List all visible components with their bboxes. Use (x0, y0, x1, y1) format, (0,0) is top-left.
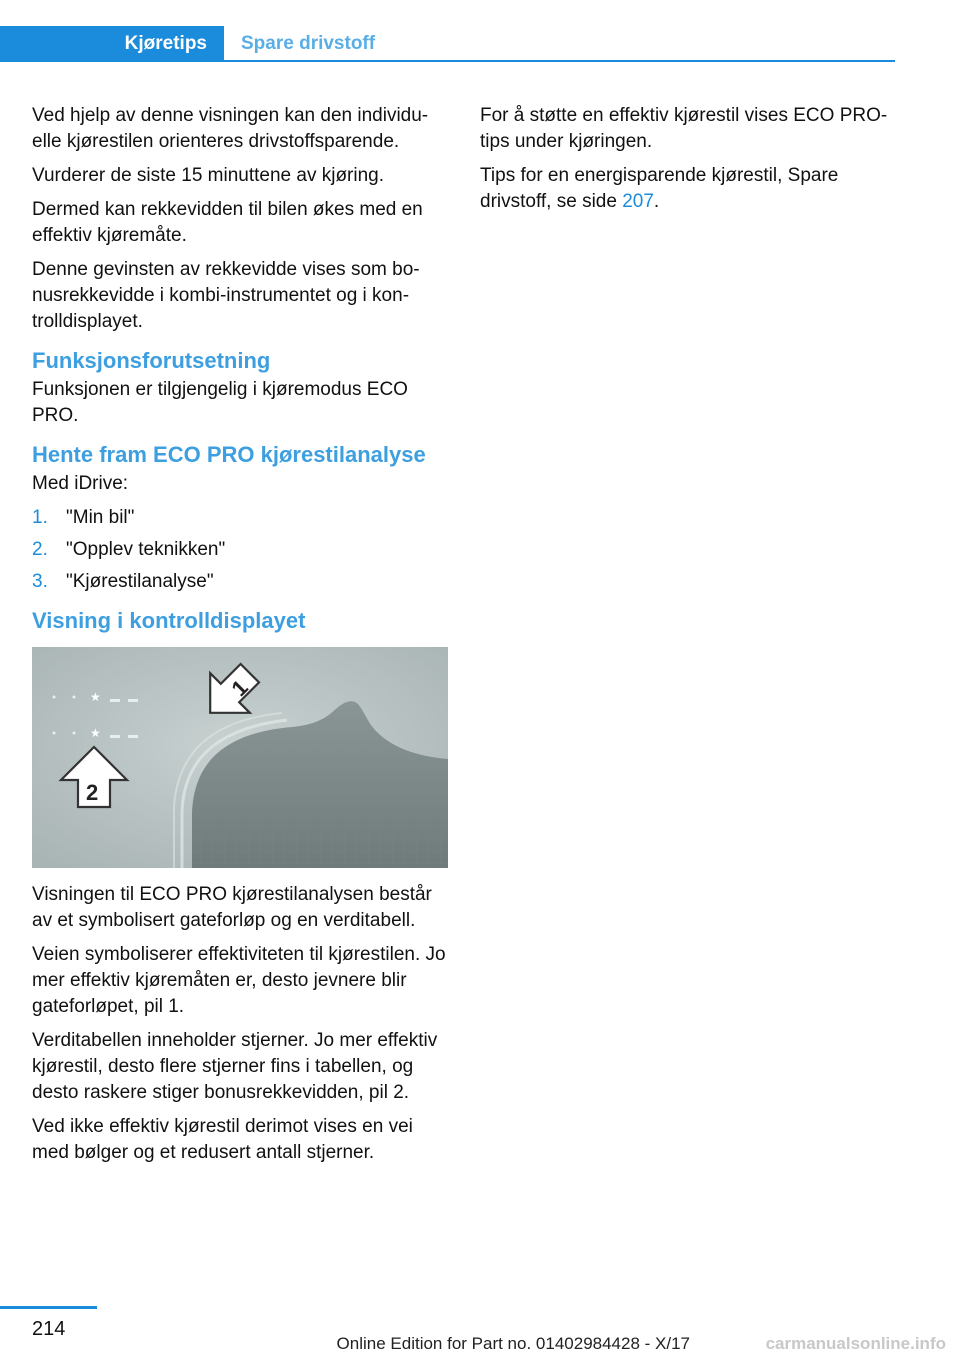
paragraph-funksjon: Funksjonen er tilgjengelig i kjøremodus ECO PRO. (32, 379, 408, 426)
watermark: carmanualsonline.info (765, 1334, 946, 1353)
tab-kjoretips-label: Kjøretips (124, 33, 207, 54)
tab-kjoretips[interactable] (0, 26, 224, 62)
page-number: 214 (32, 1318, 66, 1340)
heading-funksjonsforutsetning: Funksjonsforutsetning (32, 348, 271, 373)
paragraph-bonus: Denne gevinsten av rekkevidde vises som bonusrekkevidde i kombi-instrumentet og i kontrolldisplayet. (32, 259, 420, 332)
heading-hente-fram: Hente fram ECO PRO kjørestilanalyse (32, 442, 426, 467)
arrow-1-label: 1 (226, 674, 253, 702)
heading-visning: Visning i kontrolldisplayet (32, 608, 306, 633)
tab-spare-drivstoff-label: Spare drivstoff (241, 33, 376, 54)
edition-note: Online Edition for Part no. 01402984428 - X/17 (336, 1334, 690, 1353)
step-text: "Opplev teknikken" (66, 539, 226, 560)
paragraph-verditabellen: Verditabellen inneholder stjerner. Jo mer effektiv kjørestil, desto flere stjerner fins i tabellen, og desto raskere stiger bonusrekkevidden, pil 2. (32, 1030, 438, 1103)
list-item (32, 537, 448, 563)
svg-text:★: ★ (90, 726, 101, 740)
header-divider (0, 60, 895, 62)
step-number: 2. (32, 539, 48, 560)
paragraph-tips-reference (480, 163, 896, 215)
steps-list (32, 505, 448, 595)
step-text: "Kjørestilanalyse" (66, 571, 214, 592)
arrow-2-label: 2 (86, 780, 99, 805)
eco-pro-display-figure (32, 647, 448, 868)
step-number: 1. (32, 507, 48, 528)
paragraph-veien: Veien symboliserer effektiviteten til kjørestilen. Jo mer effektiv kjøremåten er, desto jevnere blir gateforløpet, pil 1. (32, 944, 446, 1017)
paragraph-ikke-effektiv: Ved ikke effektiv kjørestil derimot vises en vei med bølger og et redusert antall stjerner. (32, 1116, 413, 1163)
footer-divider (0, 1306, 97, 1309)
right-column (480, 103, 896, 223)
paragraph-idrive: Med iDrive: (32, 473, 129, 494)
page-link-207[interactable]: 207 (622, 191, 654, 212)
paragraph-minutes: Vurderer de siste 15 minuttene av kjøring. (32, 165, 385, 186)
left-column (32, 103, 448, 1174)
paragraph-range: Dermed kan rekkevidden til bilen økes med en effektiv kjøremåte. (32, 199, 423, 246)
paragraph-eco-pro-tips: For å støtte en effektiv kjørestil vises ECO PRO-tips under kjøringen. (480, 105, 888, 152)
svg-text:★: ★ (90, 690, 101, 704)
step-number: 3. (32, 571, 48, 592)
list-item (32, 505, 448, 531)
paragraph-intro: Ved hjelp av denne visningen kan den individuelle kjørestilen orienteres drivstoffsparende. (32, 105, 429, 152)
tips-period: . (653, 191, 660, 212)
step-text: "Min bil" (66, 507, 135, 528)
eco-pro-display-illustration (32, 647, 448, 868)
paragraph-visningen: Visningen til ECO PRO kjørestilanalysen består av et symbolisert gateforløp og en verditabell. (32, 884, 432, 931)
tips-text: Tips for en energisparende kjørestil, Spare drivstoff, se side (480, 165, 839, 212)
page-header (0, 26, 895, 62)
list-item (32, 569, 448, 595)
tab-spare-drivstoff[interactable] (241, 26, 375, 62)
